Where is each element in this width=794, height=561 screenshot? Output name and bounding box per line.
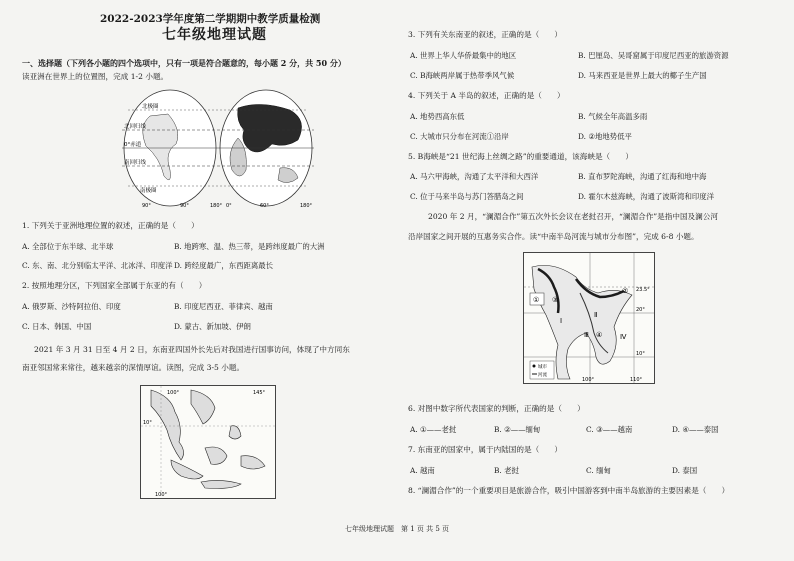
q5-option-a: A. 马六甲海峡，沟通了太平洋和大西洋 [410, 172, 539, 181]
indochina-label-II: Ⅱ [594, 311, 598, 319]
q5-stem: 5. B海峡是“21 世纪海上丝绸之路”的重要通道，该海峡是（ ） [408, 152, 633, 161]
sea-map-lat: 10° [143, 420, 152, 426]
q7-option-a: A. 越南 [410, 466, 435, 475]
q2-option-c: C. 日本、韩国、中国 [22, 322, 92, 331]
q7-option-c: C. 缅甸 [586, 466, 611, 475]
q7-option-d: D. 泰国 [672, 466, 698, 475]
world-position-map [120, 86, 316, 210]
q2-option-d: D. 蒙古、新加坡、伊朗 [174, 322, 251, 331]
passage1-line2: 南亚邻国常来常往，越来越亲的深情厚谊。读图，完成 3-5 小题。 [22, 363, 245, 372]
indochina-label-1: ① [533, 296, 540, 304]
map-label-lon-6: 180° [300, 203, 313, 209]
legend-river: 河流 [538, 373, 547, 378]
q1-option-c: C. 东、南、北分别临太平洋、北冰洋、印度洋 [22, 261, 173, 270]
indochina-rivers-map [523, 252, 655, 384]
q6-option-b: B. ②——缅甸 [494, 425, 541, 434]
q1-stem: 1. 下列关于亚洲地理位置的叙述，正确的是（ ） [22, 221, 199, 230]
map-label-tropic-n: 北回归线 [124, 124, 147, 130]
q7-option-b: B. 老挝 [494, 466, 519, 475]
indochina-label-IV: Ⅳ [620, 333, 627, 341]
q1-option-d: D. 跨经度最广，东西距离最长 [174, 261, 274, 270]
indochina-lat-235: 23.5° [636, 287, 650, 293]
q6-stem: 6. 对图中数字所代表国家的判断，正确的是（ ） [408, 404, 585, 413]
q4-option-b: B. 气候全年高温多雨 [578, 112, 648, 121]
passage2-line1: 2020 年 2 月，“澜湄合作”第五次外长会议在老挝召开，“澜湄合作”是指中国及澜公河 [428, 212, 718, 221]
indochina-lon-110: 110° [630, 377, 643, 383]
q3-option-c: C. B海峡两岸属于热带季风气候 [410, 71, 515, 80]
map-label-antarctic: 南极圈 [140, 188, 157, 194]
exam-title-line1: 2022-2023学年度第二学期期中教学质量检测 [100, 13, 321, 25]
q6-option-c: C. ③——越南 [586, 425, 633, 434]
q6-option-d: D. ④——泰国 [672, 425, 719, 434]
q5-option-c: C. 位于马来半岛与苏门答腊岛之间 [410, 192, 524, 201]
q5-option-d: D. 霍尔木兹海峡，沟通了波斯湾和印度洋 [578, 192, 715, 201]
map-label-lon-4: 0° [226, 203, 232, 209]
q4-option-c: C. 大城市只分布在河流①沿岸 [410, 132, 509, 141]
indochina-label-4: ④ [596, 331, 603, 339]
exam-title-line2: 七年级地理试题 [162, 27, 267, 43]
sea-map-lon-2: 145° [253, 390, 266, 396]
section1-heading: 一、选择题（下列各小题的四个选项中，只有一项是符合题意的，每小题 2 分，共 50 分） [22, 58, 346, 68]
indochina-label-I: Ⅰ [560, 317, 563, 325]
q3-stem: 3. 下列有关东南亚的叙述，正确的是（ ） [408, 30, 562, 39]
sea-map-lon-1: 100° [155, 492, 168, 498]
map-label-lon-5: 60° [260, 203, 269, 209]
q2-option-a: A. 俄罗斯、沙特阿拉伯、印度 [22, 302, 121, 311]
legend-city: 城市 [538, 365, 547, 370]
q4-stem: 4. 下列关于 A 半岛的叙述，正确的是（ ） [408, 91, 565, 100]
q3-option-b: B. 巴厘岛、吴哥窟属于印度尼西亚的旅游资源 [578, 51, 729, 60]
indochina-label-III: Ⅲ [584, 331, 589, 339]
section1-intro: 读亚洲在世界上的位置图，完成 1-2 小题。 [22, 72, 169, 81]
q4-option-a: A. 地势西高东低 [410, 112, 465, 121]
map-label-arctic: 北极圈 [142, 104, 159, 110]
q4-option-d: D. ②地地势低平 [578, 132, 632, 141]
q6-option-a: A. ①——老挝 [410, 425, 457, 434]
map-label-tropic-s: 南回归线 [124, 160, 147, 166]
map-label-lon-3: 90° [180, 203, 189, 209]
indochina-lat-10: 10° [636, 351, 645, 357]
indochina-label-2: ② [622, 287, 629, 295]
q2-stem: 2. 按照地理分区，下列国家全部属于东亚的有（ ） [22, 281, 207, 290]
indochina-lat-20: 20° [636, 307, 645, 313]
passage2-line2: 沿岸国家之间开展的互惠务实合作。读“中南半岛河流与城市分布图”，完成 6-8 小题。 [408, 232, 699, 241]
q3-option-a: A. 世界上华人华侨最集中的地区 [410, 51, 517, 60]
indochina-lon-100: 100° [582, 377, 595, 383]
map-label-equator: 0°赤道 [124, 142, 142, 148]
q1-option-a: A. 全部位于东半球、北半球 [22, 242, 114, 251]
q5-option-b: B. 直布罗陀海峡，沟通了红海和地中海 [578, 172, 707, 181]
page-footer: 七年级地理试题 第 1 页 共 5 页 [344, 525, 450, 533]
q2-option-b: B. 印度尼西亚、菲律宾、越南 [174, 302, 273, 311]
passage1-line1: 2021 年 3 月 31 日至 4 月 2 日，东南亚四国外长先后对我国进行国事访问，体现了中方同东 [34, 345, 350, 354]
q1-option-b: B. 地跨寒、温、热三带，是跨纬度最广的大洲 [174, 242, 325, 251]
indochina-label-3: ③ [552, 296, 559, 304]
q3-option-d: D. 马来西亚是世界上最大的椰子生产国 [578, 71, 707, 80]
map-label-lon-1: 90° [142, 203, 151, 209]
map-label-lon-2: 180° [210, 203, 223, 209]
q8-stem: 8. “澜湄合作”的一个重要项目是旅游合作，吸引中国游客到中南半岛旅游的主要因素是（ ） [408, 486, 730, 495]
q7-stem: 7. 东南亚的国家中，属于内陆国的是（ ） [408, 445, 562, 454]
southeast-asia-map [140, 385, 276, 499]
sea-map-lon-3: 100° [167, 390, 180, 396]
